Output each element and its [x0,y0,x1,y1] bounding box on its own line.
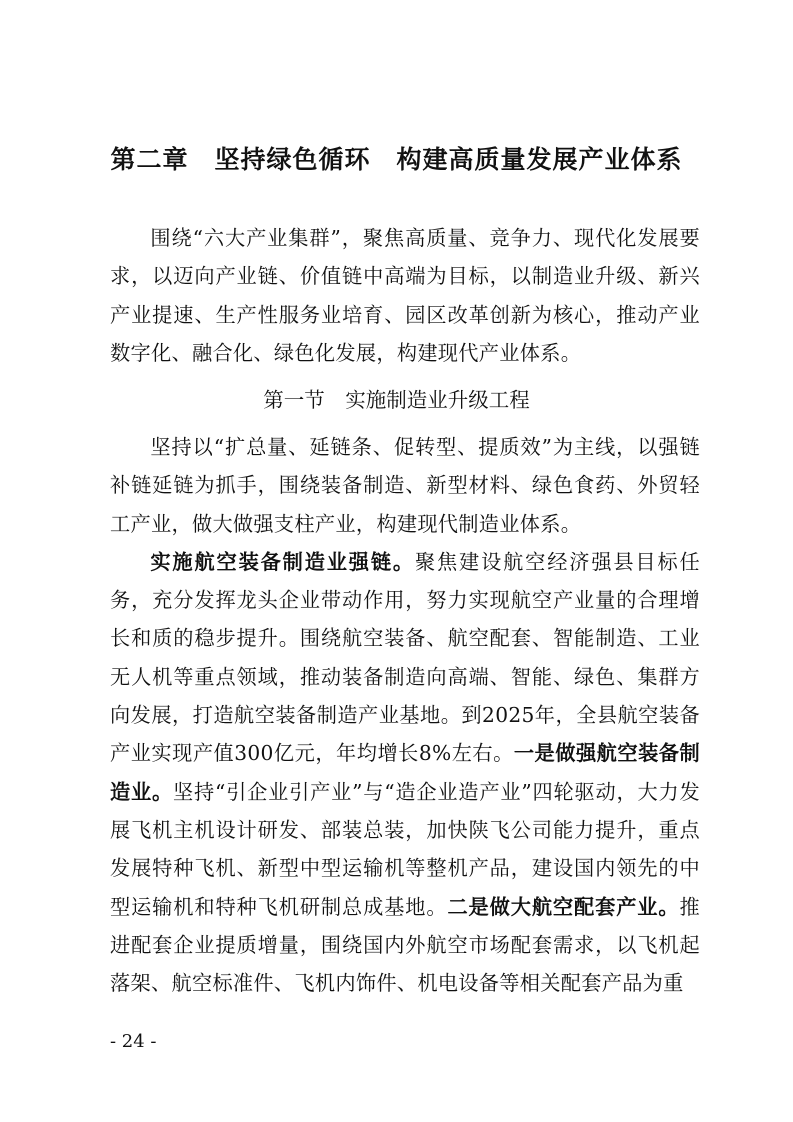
section-paragraph-1: 坚持以“扩总量、延链条、促转型、提质效”为主线，以强链补链延链为抓手，围绕装备制造、新型材料、绿色食药、外贸轻工产业，做大做强支柱产业，构建现代制造业体系。 [110,435,700,536]
intro-block [110,219,700,372]
paragraph-lead-one: 一是做强航空装备制造业。 [110,741,701,804]
paragraph-text-aviation: 聚焦建设航空经济强县目标任务，充分发挥龙头企业带动作用，努力实现航空产业量的合理增长和质的稳步提升。围绕航空装备、航空配套、智能制造、工业无人机等重点领域，推动装备制造向高端、智能、绿色、集群方向发展，打造航空装备制造产业基地。到2025年，全县航空装备产业实现产值300亿元，年均增长8%左右。 [110,549,700,766]
chapter-title: 第二章 坚持绿色循环 构建高质量发展产业体系 [110,145,683,174]
paragraph-text-two: 推进配套企业提质增量，围绕国内外航空市场配套需求，以飞机起落架、航空标准件、飞机内饰件、机电设备等相关配套产品为重 [110,894,700,996]
paragraph-lead-aviation: 实施航空装备制造业强链。 [150,549,415,574]
intro-paragraph: 围绕“六大产业集群”，聚焦高质量、竞争力、现代化发展要求，以迈向产业链、价值链中高端为目标，以制造业升级、新兴产业提速、生产性服务业培育、园区改革创新为核心，推动产业数字化、融合化、绿色化发展，构建现代产业体系。 [110,226,700,365]
paragraph-text-one: 坚持“引企业引产业”与“造企业造产业”四轮驱动，大力发展飞机主机设计研发、部装总装，加快陕飞公司能力提升，重点发展特种飞机、新型中型运输机等整机产品，建设国内领先的中型运输机和特种飞机研制总成基地。 [110,779,700,919]
section-paragraph-2 [110,543,700,1003]
page-number: - 24 - [110,1031,157,1052]
section-title: 第一节 实施制造业升级工程 [263,388,530,412]
paragraph-lead-two: 二是做大航空配套产业。 [447,894,680,919]
section-body [110,428,700,1002]
